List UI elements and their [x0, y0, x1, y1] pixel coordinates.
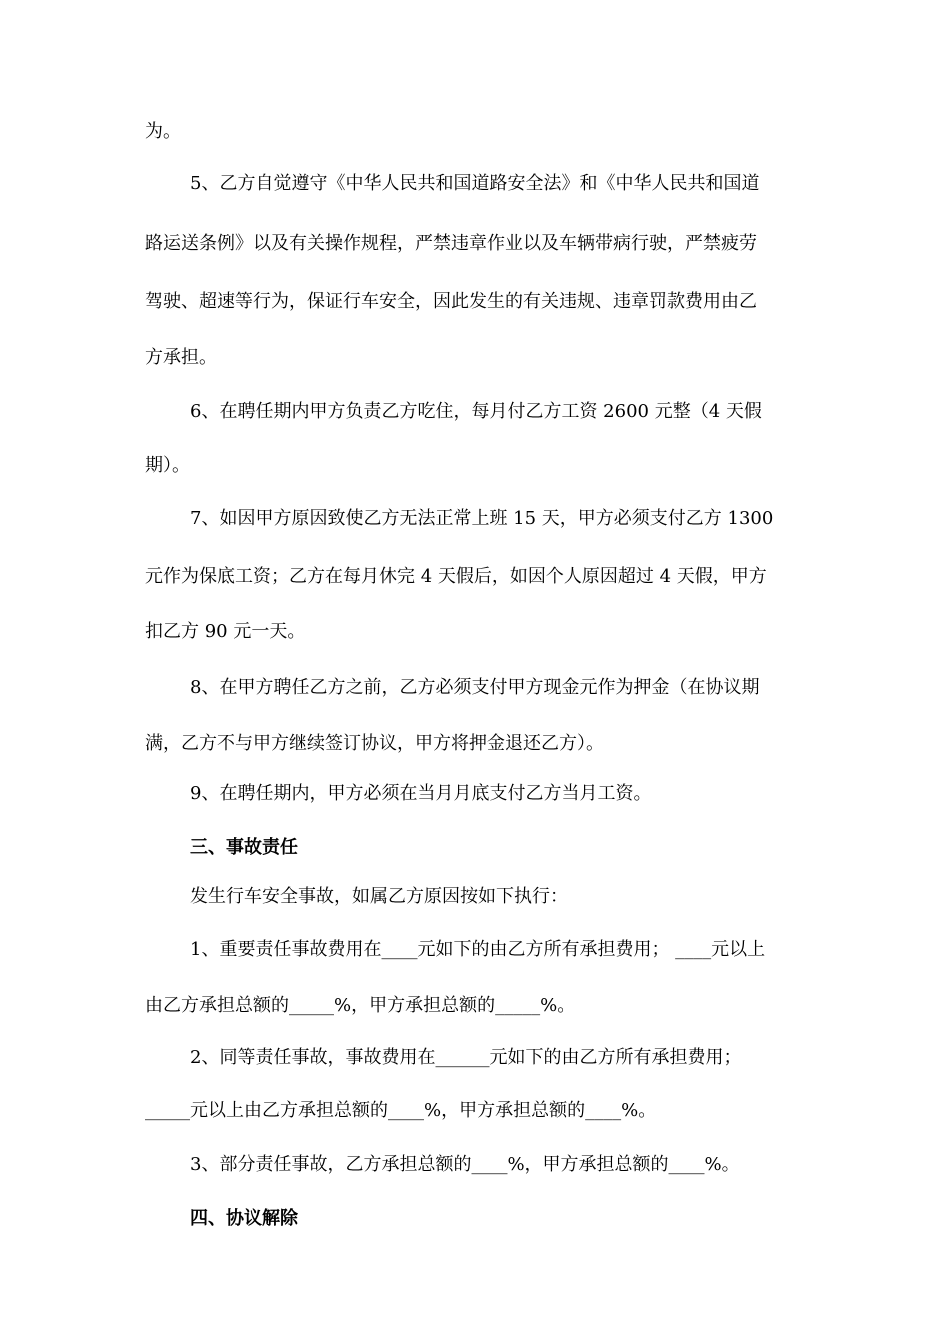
paragraph-line: 由乙方承担总额的_____%，甲方承担总额的_____%。	[145, 995, 576, 1016]
paragraph-line: 9、在聘任期内，甲方必须在当月月底支付乙方当月工资。	[190, 783, 652, 804]
paragraph-line: 方承担。	[145, 347, 217, 368]
paragraph-line: 发生行车安全事故，如属乙方原因按如下执行：	[190, 886, 568, 907]
paragraph-line: 3、部分责任事故，乙方承担总额的____%，甲方承担总额的____%。	[190, 1154, 740, 1175]
paragraph-line: 驾驶、超速等行为，保证行车安全，因此发生的有关违规、违章罚款费用由乙	[145, 291, 757, 312]
paragraph-line: 期）。	[145, 455, 190, 476]
paragraph-line: 满，乙方不与甲方继续签订协议，甲方将押金退还乙方）。	[145, 733, 604, 754]
paragraph-line: 元作为保底工资；乙方在每月休完 4 天假后，如因个人原因超过 4 天假，甲方	[145, 566, 767, 587]
section-heading: 四、协议解除	[190, 1208, 298, 1229]
paragraph-line: 路运送条例》以及有关操作规程，严禁违章作业以及车辆带病行驶，严禁疲劳	[145, 233, 757, 254]
paragraph-line: _____元以上由乙方承担总额的____%，甲方承担总额的____%。	[145, 1100, 657, 1121]
paragraph-line: 7、如因甲方原因致使乙方无法正常上班 15 天，甲方必须支付乙方 1300	[190, 508, 774, 529]
section-heading: 三、事故责任	[190, 837, 298, 858]
paragraph-line: 6、在聘任期内甲方负责乙方吃住，每月付乙方工资 2600 元整（4 天假	[190, 401, 762, 422]
paragraph-line: 5、乙方自觉遵守《中华人民共和国道路安全法》和《中华人民共和国道	[190, 173, 760, 194]
paragraph-line: 8、在甲方聘任乙方之前，乙方必须支付甲方现金元作为押金（在协议期	[190, 677, 760, 698]
paragraph-line: 1、重要责任事故费用在____元如下的由乙方所有承担费用； ____元以上	[190, 939, 766, 960]
paragraph-line: 扣乙方 90 元一天。	[145, 621, 306, 642]
paragraph-line: 2、同等责任事故，事故费用在______元如下的由乙方所有承担费用；	[190, 1047, 742, 1068]
paragraph-line: 为。	[145, 121, 181, 142]
